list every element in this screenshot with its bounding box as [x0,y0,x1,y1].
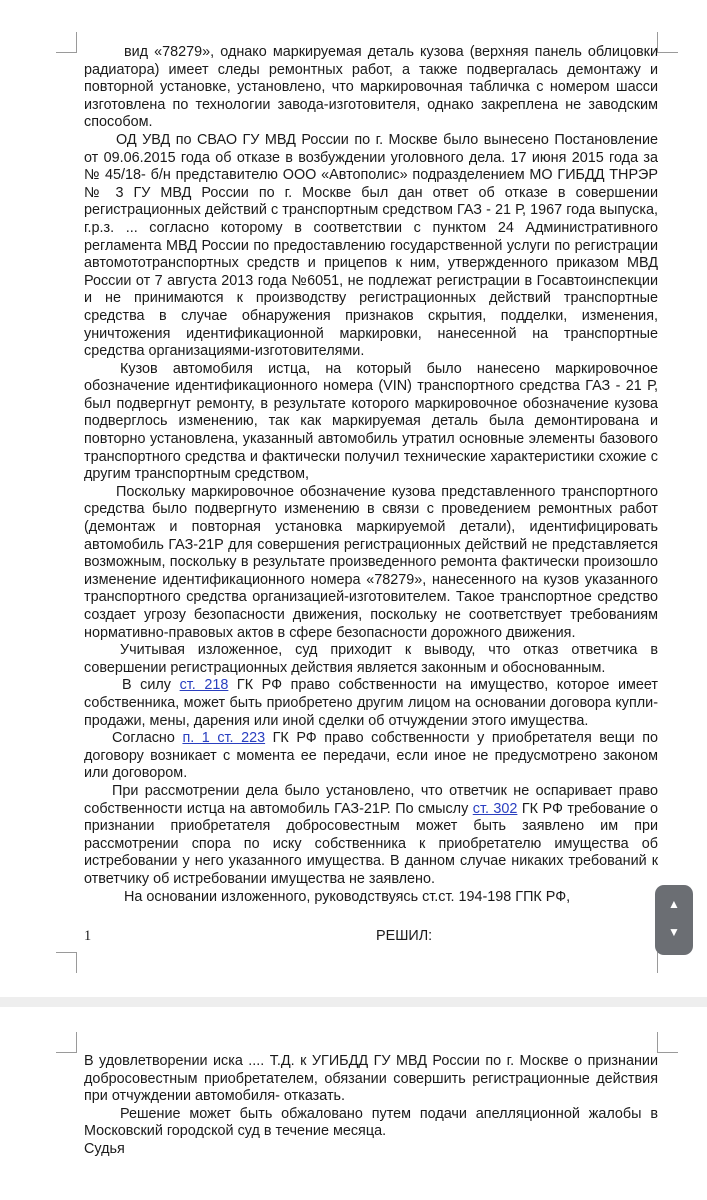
paragraph-6-text-end: ГК РФ право собственности на имущество, которое имеет собственника, может быть приобретено другим лицом на основании договора купли-продажи, мены, дарения или иной сделки об отчуждении этого имущества. [84,677,659,729]
paragraph-5: Учитывая изложенное, суд приходит к выводу, что отказ ответчика в совершении регистрационных действия является законным и обоснованным. [84,642,658,676]
paragraph-3: Кузов автомобиля истца, на который было нанесено маркировочное обозначение идентификационного номера (VIN) транспортного средства ГАЗ - 21 Р, был подвергнут ремонту, в результате которого маркировочное обозначение кузова подверглось изменению, так как маркируемая деталь была демонтирована и повторно установлена, указанный автомобиль утратил основные элементы базового транспортного средства и фактически получил технические характеристики схожие с другим транспортным средством, [84,360,658,483]
margin-mark-page2-top-left [56,1032,77,1053]
judge-signature-label: Судья [84,1140,125,1157]
paragraph-8-text-start: При рассмотрении дела было установлено, что ответчик не оспаривает право собственности истца на автомобиль ГАЗ-21Р. По смыслу [84,782,658,817]
page-separator [0,997,707,1007]
law-link-art-223[interactable]: п. 1 ст. 223 [182,730,266,747]
margin-mark-bottom-left [56,952,77,973]
margin-mark-top-right [657,32,678,53]
paragraph-7 [84,730,658,783]
law-link-art-218[interactable]: ст. 218 [179,677,229,694]
scroll-up-icon[interactable]: ▲ [668,897,680,911]
page-number: 1 [84,928,92,944]
page-2-body [84,1053,658,1159]
paragraph-appeal: Решение может быть обжаловано путем подачи апелляционной жалобы в Московский городской суд в течение месяца. [84,1105,658,1140]
margin-mark-page2-top-right [657,1032,678,1053]
paragraph-7-text-start: Согласно [112,730,183,747]
section-heading-reshil: РЕШИЛ: [376,928,433,944]
margin-mark-top-left [56,32,77,53]
paragraph-7-text-end: ГК РФ право собственности у приобретателя вещи по договору возникает с момента ее передачи, если иное не предусмотрено законом или договором. [84,730,658,782]
page-scroll-control [655,885,693,955]
paragraph-6 [84,677,658,730]
paragraph-9: На основании изложенного, руководствуясь ст.ст. 194-198 ГПК РФ, [124,888,571,905]
paragraph-2: ОД УВД по СВАО ГУ МВД России по г. Москве было вынесено Постановление от 09.06.2015 года об отказе в возбуждении уголовного дела. 17 июня 2015 года за № 45/18- б/н представителю ООО «Автополис» подразделением МО ГИБДД ТНРЭР № 3 ГУ МВД России по г. Москве был дан ответ об отказе в совершении регистрационных действий с транспортным средством ГАЗ - 21 Р, 1967 года выпуска, г.р.з. ... согласно которому в соответствии с пунктом 24 Административного регламента МВД России по предоставлению государственной услуги по регистрации автомототранспортных средств и прицепов к ним, утвержденного приказом МВД России от 7 августа 2013 года №6051, не подлежат регистрации в Госавтоинспекции и не принимаются к производству регистрационных действий транспортные средства в случае обнаружения признаков скрытия, подделки, изменения, уничтожения идентификационной маркировки, нанесенной на транспортные средства организациями-изготовителями. [84,131,658,360]
paragraph-6-text-start: В силу [122,677,180,694]
paragraph-4: Поскольку маркировочное обозначение кузова представленного транспортного средства было подвергнуто изменению в связи с проведением ремонтных работ (демонтаж и повторная установка маркируемой детали), идентифицировать автомобиль ГАЗ-21Р для совершения регистрационных действий не представляется возможным, поскольку в результате произведенного ремонта фактически произошло изменение идентификационного номера «78279», нанесенного на кузов указанного транспортного средства организацией-изготовителем. Такое транспортное средство создает угрозу безопасности движения, поскольку не соответствует требованиям нормативно-правовых актов в сфере безопасности дорожного движения. [84,483,658,641]
scroll-down-icon[interactable]: ▼ [668,925,680,939]
law-link-art-302[interactable]: ст. 302 [472,800,518,817]
paragraph-8-text-end: ГК РФ требование о признании приобретателя добросовестным может быть заявлено им при рассмотрении спора по иску собственника к приобретателю имущества об истребовании у него указанного имущества. В данном случае никаких требований к ответчику об истребовании имущества не заявлено. [84,800,658,887]
paragraph-8 [84,783,658,889]
paragraph-verdict: В удовлетворении иска .... Т.Д. к УГИБДД ГУ МВД России по г. Москве о признании добросовестным приобретателем, обязании совершить регистрационные действия при отчуждении автомобиля- отказать. [84,1053,658,1105]
page-1-body [84,44,658,906]
margin-mark-bottom-right [657,952,678,973]
paragraph-1: вид «78279», однако маркируемая деталь кузова (верхняя панель облицовки радиатора) имеет следы ремонтных работ, а также подвергалась демонтажу и повторной установке, установлено, что маркировочная табличка с номером шасси изготовлена по технологии завода-изготовителя, однако закреплена не заводским способом. [84,44,658,131]
